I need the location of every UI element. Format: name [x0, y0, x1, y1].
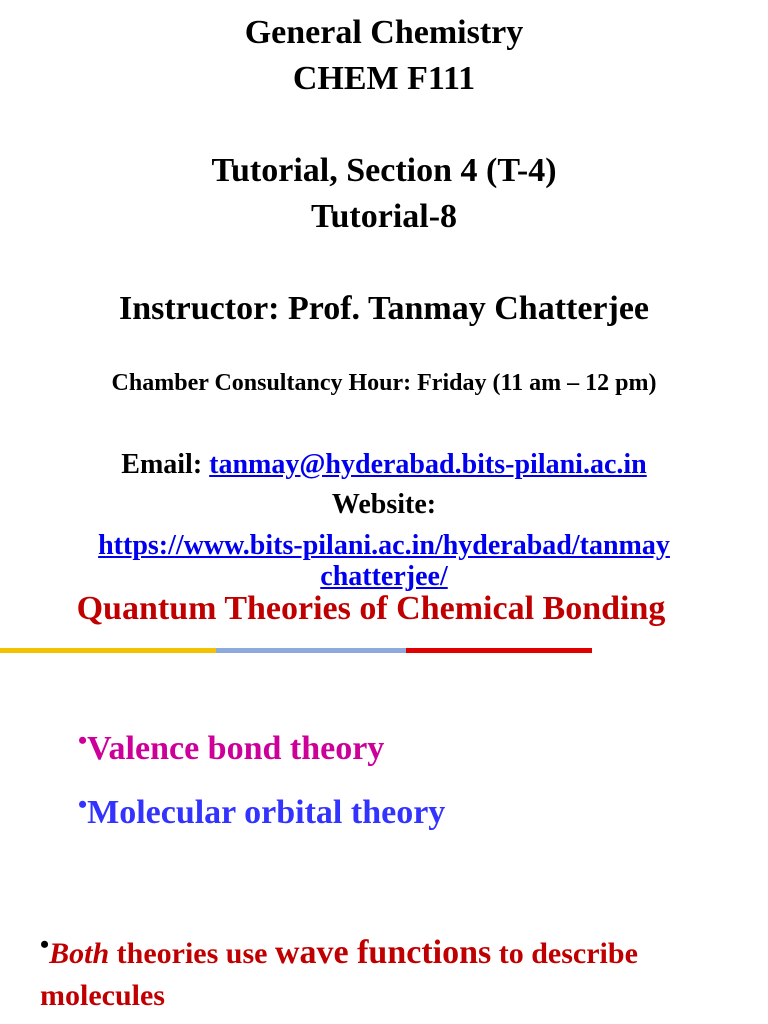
bullet-text: Molecular orbital theory: [87, 794, 446, 831]
accent-bar-red: [406, 648, 592, 653]
instructor-line: Instructor: Prof. Tanmay Chatterjee: [118, 290, 650, 327]
accent-bar-blue: [216, 648, 406, 653]
content-slide: [0, 574, 768, 1024]
email-label: Email:: [121, 449, 210, 480]
both-theories-paragraph: [40, 924, 740, 1017]
para-text-a: theories use: [109, 937, 275, 970]
website-link[interactable]: https://www.bits-pilani.ac.in/hyderabad/tanmay: [98, 530, 670, 561]
website-link-continued[interactable]: chatterjee/: [320, 561, 448, 592]
bullet-text: Valence bond theory: [87, 730, 385, 767]
bullet-dot: •: [78, 726, 88, 755]
course-code: CHEM F111: [292, 60, 476, 97]
tutorial-number: Tutorial-8: [310, 198, 458, 235]
website-link-line1: [0, 530, 768, 562]
consultancy-hour: Chamber Consultancy Hour: Friday (11 am – 12 pm): [111, 370, 657, 396]
bullet-molecular-orbital: [78, 790, 445, 832]
slide-title: Quantum Theories of Chemical Bonding: [76, 590, 666, 627]
bullet-dot: •: [78, 790, 88, 819]
bullet-dot: •: [40, 930, 50, 959]
course-name: General Chemistry: [244, 14, 524, 51]
email-line: [0, 449, 768, 481]
para-text-b: to describe: [491, 937, 638, 970]
email-link[interactable]: tanmay@hyderabad.bits-pilani.ac.in: [209, 449, 647, 480]
para-line2: molecules: [40, 979, 165, 1012]
word-both: Both: [49, 937, 110, 970]
bullet-valence-bond: [78, 726, 384, 768]
tutorial-section: Tutorial, Section 4 (T-4): [211, 152, 557, 189]
website-label: Website:: [331, 489, 437, 520]
accent-bar-yellow: [0, 648, 216, 653]
wave-functions-text: wave functions: [274, 934, 492, 971]
